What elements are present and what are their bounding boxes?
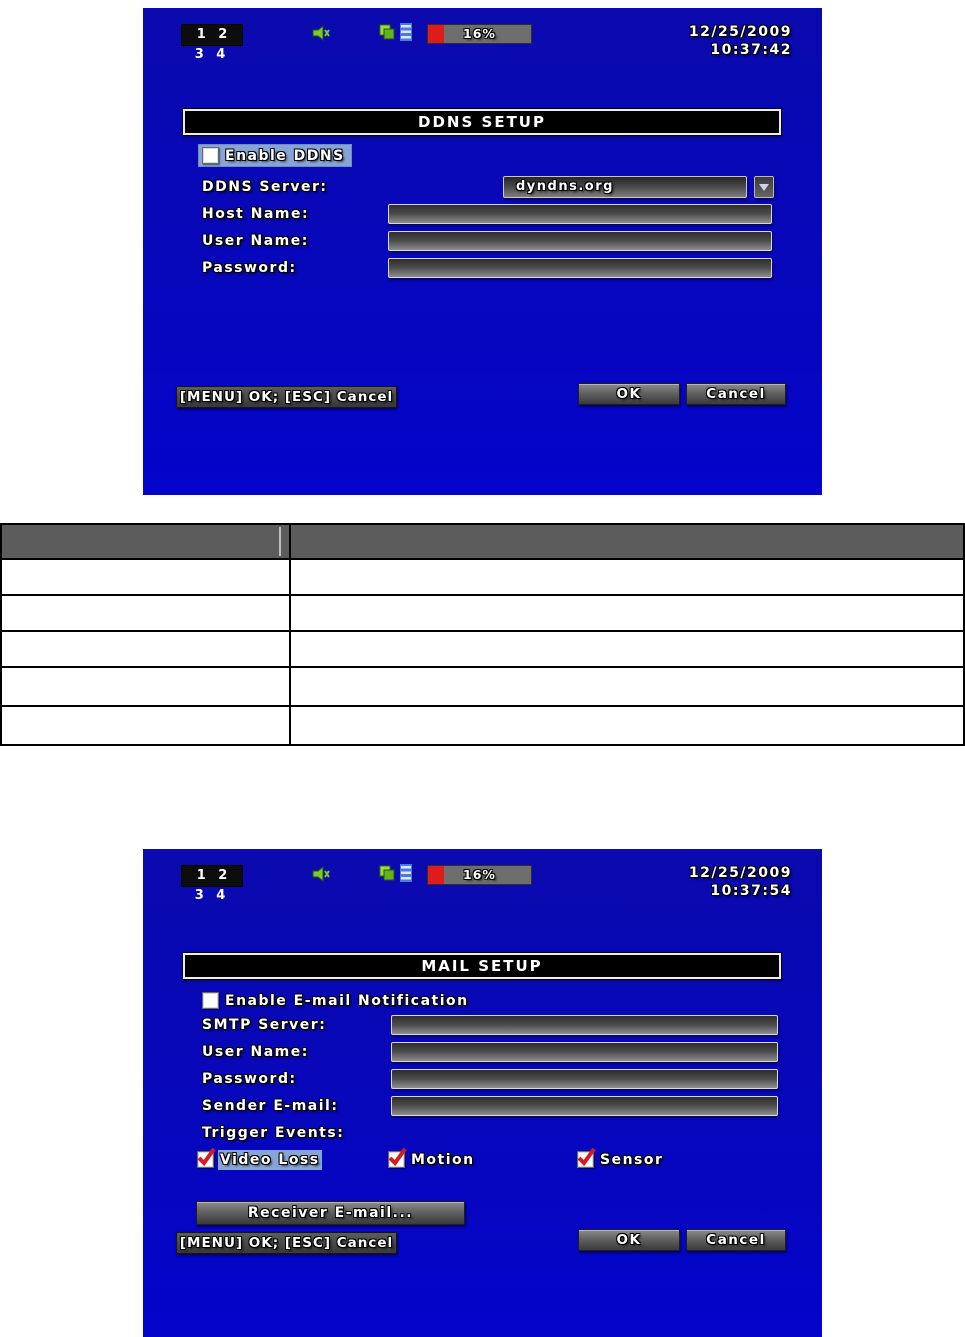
trigger-video-loss[interactable] [197,1151,320,1168]
ok-button[interactable]: OK [578,383,680,405]
video-loss-checkbox[interactable] [197,1151,214,1168]
date-text: 12/25/2009 [688,865,792,881]
table-row [1,667,964,706]
video-loss-label: Video Loss [220,1151,320,1168]
enable-ddns-checkbox-row[interactable] [199,145,351,166]
ddns-server-value: dyndns.org [516,179,614,194]
dual-pages-icon [379,863,396,887]
sensor-label: Sensor [600,1151,664,1168]
password-label: Password: [202,1071,297,1087]
date-text: 12/25/2009 [688,24,792,40]
dropdown-arrow-button[interactable] [754,176,774,198]
dual-pages-icon [379,22,396,46]
table-cell [1,631,290,667]
motion-label: Motion [411,1151,475,1168]
progress-percent-label: 16% [463,26,496,41]
table-cell [1,559,290,595]
trigger-sensor[interactable] [577,1151,663,1168]
password-input[interactable] [388,258,772,278]
table-header-item [1,524,290,559]
enable-email-checkbox-row[interactable] [199,990,475,1011]
header-separator [279,527,281,556]
table-header-row [1,524,964,559]
sensor-checkbox[interactable] [577,1151,594,1168]
motion-checkbox[interactable] [388,1151,405,1168]
hdd-usage-progress-bar [427,24,532,44]
description-table [0,523,965,746]
smtp-server-label: SMTP Server: [202,1017,327,1033]
table-cell [1,595,290,631]
statusbar-icons [379,863,413,887]
time-text: 10:37:42 [710,42,792,58]
ddns-server-label: DDNS Server: [202,179,328,195]
red-check-icon [195,1146,217,1168]
enable-ddns-label: Enable DDNS [225,147,345,164]
speaker-muted-icon [311,23,331,43]
table-cell [290,559,964,595]
speaker-muted-icon [311,864,331,884]
trigger-motion[interactable] [388,1151,475,1168]
table-row [1,706,964,745]
page-title: DDNS SETUP [183,109,781,135]
ok-button[interactable]: OK [578,1229,680,1251]
time-text: 10:37:54 [710,883,792,899]
red-check-icon [575,1146,597,1168]
statusbar-icons [379,22,413,46]
password-input[interactable] [391,1069,778,1089]
hdd-usage-progress-bar [427,865,532,885]
table-cell [1,667,290,706]
receiver-email-button[interactable]: Receiver E-mail... [196,1201,465,1225]
sender-email-label: Sender E-mail: [202,1098,339,1114]
trigger-events-label: Trigger Events: [202,1125,345,1141]
progress-percent-label: 16% [463,867,496,882]
user-name-input[interactable] [391,1042,778,1062]
film-strip-icon [399,863,413,887]
smtp-server-input[interactable] [391,1015,778,1035]
sender-email-input[interactable] [391,1096,778,1116]
key-hint-bar: [MENU] OK; [ESC] Cancel [176,1232,397,1254]
mail-setup-screen [143,849,822,1337]
table-header-description [290,524,964,559]
datetime-display [689,864,792,900]
host-name-input[interactable] [388,204,772,224]
user-name-label: User Name: [202,1044,309,1060]
chevron-down-icon [759,184,769,191]
host-name-label: Host Name: [202,206,310,222]
enable-email-label: Enable E-mail Notification [225,992,469,1009]
user-name-input[interactable] [388,231,772,251]
password-label: Password: [202,260,297,276]
enable-email-checkbox[interactable] [202,992,219,1009]
table-cell [1,706,290,745]
datetime-display [689,23,792,59]
key-hint-bar: [MENU] OK; [ESC] Cancel [176,386,397,408]
table-cell [290,706,964,745]
table-cell [290,595,964,631]
user-name-label: User Name: [202,233,309,249]
channel-indicator-badge: 1 2 3 4 [181,865,243,887]
table-row [1,559,964,595]
table-cell [290,667,964,706]
enable-ddns-checkbox[interactable] [202,147,219,164]
film-strip-icon [399,22,413,46]
ddns-setup-screen [143,8,822,495]
table-row [1,595,964,631]
cancel-button[interactable]: Cancel [686,383,786,405]
ddns-server-dropdown[interactable] [503,176,747,198]
channel-indicator-badge: 1 2 3 4 [181,24,243,46]
red-check-icon [386,1146,408,1168]
page-title: MAIL SETUP [183,953,781,979]
table-row [1,631,964,667]
cancel-button[interactable]: Cancel [686,1229,786,1251]
table-cell [290,631,964,667]
